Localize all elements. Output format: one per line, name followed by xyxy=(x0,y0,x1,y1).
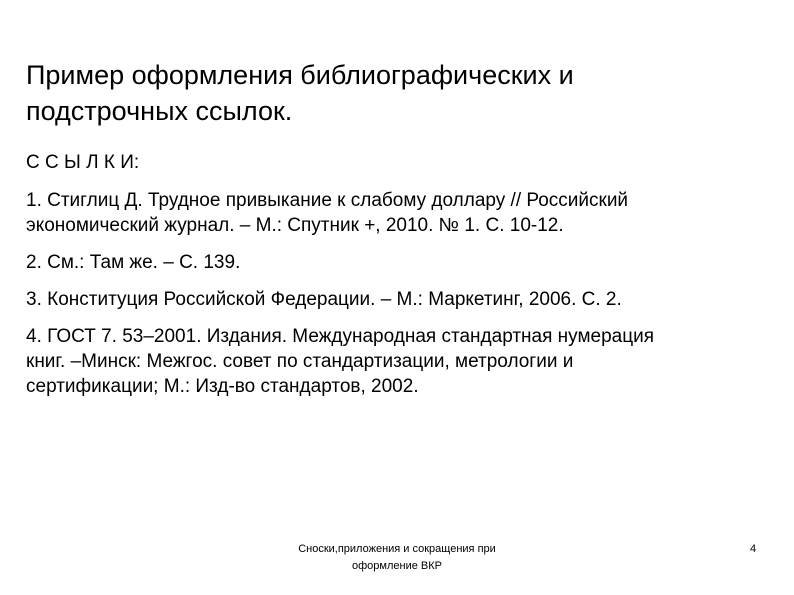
title-line: Пример оформления библиографических и xyxy=(26,60,574,90)
references-heading: С С Ы Л К И: xyxy=(26,152,140,173)
reference-item-2 xyxy=(26,250,771,275)
footer-line: оформление ВКР xyxy=(352,560,442,572)
reference-line: книг. –Минск: Межгос. совет по стандартизации, метрологии и xyxy=(26,351,574,372)
reference-line: 2. См.: Там же. – С. 139. xyxy=(26,252,241,273)
reference-line: 1. Стиглиц Д. Трудное привыкание к слабому доллару // Российский xyxy=(26,190,629,211)
footer-text xyxy=(220,541,574,575)
reference-item-1 xyxy=(26,188,771,238)
page-number: 4 xyxy=(749,543,757,555)
title-line: подстрочных ссылок. xyxy=(26,96,293,126)
reference-line: сертификации; М.: Изд-во стандартов, 2002. xyxy=(26,376,419,397)
slide-title xyxy=(26,57,766,129)
slide-body xyxy=(26,150,771,411)
reference-item-3 xyxy=(26,287,771,312)
reference-line: 4. ГОСТ 7. 53–2001. Издания. Международная стандартная нумерация xyxy=(26,326,654,347)
footer-line: Сноски,приложения и сокращения при xyxy=(298,543,496,555)
reference-item-4 xyxy=(26,324,771,399)
reference-line: экономический журнал. – М.: Спутник +, 2010. № 1. С. 10-12. xyxy=(26,215,564,236)
reference-line: 3. Конституция Российской Федерации. – М.: Маркетинг, 2006. С. 2. xyxy=(26,289,622,310)
